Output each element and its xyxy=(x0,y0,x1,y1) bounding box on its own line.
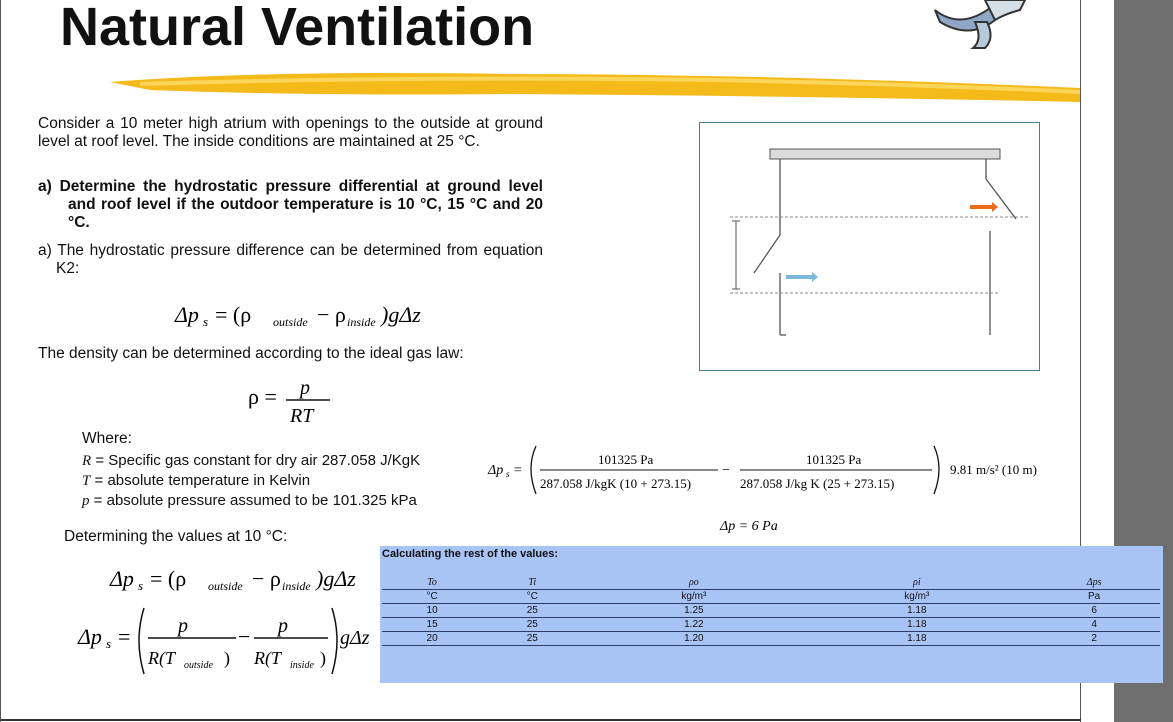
table-cell: 1.18 xyxy=(805,632,1028,646)
fan-logo-icon xyxy=(915,0,1035,48)
results-table xyxy=(382,576,1160,646)
table-row xyxy=(382,604,1160,618)
table-header-row xyxy=(382,576,1160,590)
svg-text:RT: RT xyxy=(290,405,314,427)
svg-text:287.058 J/kg K (25 + 273.15): 287.058 J/kg K (25 + 273.15) xyxy=(740,476,895,491)
intro-text: Consider a 10 meter high atrium with openings to the outside at ground level at roof level. The inside conditions are maintained at 25 °C. xyxy=(38,115,543,150)
svg-text:287.058 J/kgK (10 + 273.15): 287.058 J/kgK (10 + 273.15) xyxy=(540,476,692,491)
answer-text: a) The hydrostatic pressure difference can be determined from equation K2: xyxy=(38,242,543,277)
determining-label: Determining the values at 10 °C: xyxy=(64,528,288,545)
svg-text:): ) xyxy=(320,648,326,668)
where-item: p = absolute pressure assumed to be 101.325 kPa xyxy=(82,492,417,509)
svg-text:= (ρ: = (ρ xyxy=(215,302,252,327)
inflow-arrow-icon xyxy=(786,272,818,282)
decorative-brush-stroke xyxy=(110,66,1080,110)
svg-text:inside: inside xyxy=(282,579,311,593)
svg-text:s: s xyxy=(506,469,510,479)
svg-text:R(T: R(T xyxy=(148,648,175,668)
svg-text:s: s xyxy=(106,636,112,651)
table-cell: 25 xyxy=(482,604,582,618)
table-cell: kg/m³ xyxy=(805,590,1028,604)
table-cell: 1.20 xyxy=(582,632,805,646)
table-cell: kg/m³ xyxy=(582,590,805,604)
svg-text:Δp: Δp xyxy=(175,302,199,327)
svg-text:)gΔz: )gΔz xyxy=(316,566,356,591)
table-header-cell: ρo xyxy=(582,576,805,590)
where-item: T = absolute temperature in Kelvin xyxy=(82,472,311,489)
equation-ideal-gas xyxy=(248,372,338,428)
table-cell: Pa xyxy=(1028,590,1160,604)
svg-text:p: p xyxy=(300,377,310,399)
svg-text:ρ =: ρ = xyxy=(248,384,277,409)
density-text: The density can be determined according to the ideal gas law: xyxy=(38,345,464,362)
table-header-cell: Δps xyxy=(1028,576,1160,590)
table-cell: °C xyxy=(482,590,582,604)
table-cell: 6 xyxy=(1028,604,1160,618)
table-row xyxy=(382,618,1160,632)
calculation-10c xyxy=(488,446,1068,542)
table-cell: 1.22 xyxy=(582,618,805,632)
where-item: R = Specific gas constant for dry air 287.058 J/KgK xyxy=(82,452,421,469)
table-title: Calculating the rest of the values: xyxy=(382,548,559,560)
svg-text:inside: inside xyxy=(347,315,376,329)
slide-bottom-border xyxy=(0,719,1081,721)
svg-text:− ρ: − ρ xyxy=(252,566,281,591)
page-title: Natural Ventilation xyxy=(60,0,535,57)
table-cell: 4 xyxy=(1028,618,1160,632)
svg-text:Δp: Δp xyxy=(488,463,504,478)
svg-text:inside: inside xyxy=(290,660,314,671)
svg-text:outside: outside xyxy=(184,660,213,671)
svg-text:= (ρ: = (ρ xyxy=(150,566,187,591)
where-label: Where: xyxy=(82,430,132,447)
svg-text:9.81 m/s² (10 m): 9.81 m/s² (10 m) xyxy=(950,462,1037,477)
svg-text:=: = xyxy=(118,624,131,649)
outflow-arrow-icon xyxy=(970,202,998,212)
table-header-cell: To xyxy=(382,576,482,590)
table-cell: 15 xyxy=(382,618,482,632)
svg-text:− ρ: − ρ xyxy=(317,302,346,327)
equation-expanded xyxy=(78,602,378,680)
table-cell: 25 xyxy=(482,618,582,632)
svg-text:Δp: Δp xyxy=(78,624,102,649)
table-cell: 25 xyxy=(482,632,582,646)
question-text: a) Determine the hydrostatic pressure differential at ground level and roof level if the outdoor temperature is 10 °C, 15 °C and 20 °C. xyxy=(38,178,543,231)
svg-text:p: p xyxy=(278,615,288,637)
table-cell: 1.18 xyxy=(805,604,1028,618)
slide-left-border xyxy=(0,0,1,722)
table-header-cell: ρi xyxy=(805,576,1028,590)
svg-text:): ) xyxy=(224,648,230,668)
svg-text:101325 Pa: 101325 Pa xyxy=(598,452,654,467)
atrium-diagram xyxy=(699,122,1040,371)
table-row xyxy=(382,632,1160,646)
svg-text:outside: outside xyxy=(273,315,308,329)
table-units-row xyxy=(382,590,1160,604)
svg-text:s: s xyxy=(138,578,144,593)
svg-text:=: = xyxy=(514,463,522,478)
table-header-cell: Ti xyxy=(482,576,582,590)
table-cell: 2 xyxy=(1028,632,1160,646)
svg-text:R(T: R(T xyxy=(254,648,281,668)
table-cell: 1.25 xyxy=(582,604,805,618)
svg-text:Δp: Δp xyxy=(110,566,134,591)
svg-text:outside: outside xyxy=(208,579,243,593)
equation-hydrostatic-repeat xyxy=(110,562,356,596)
svg-text:gΔz: gΔz xyxy=(340,627,370,649)
table-cell: °C xyxy=(382,590,482,604)
table-cell: 20 xyxy=(382,632,482,646)
svg-text:Δp = 6 Pa: Δp = 6 Pa xyxy=(720,519,778,534)
svg-text:)gΔz: )gΔz xyxy=(381,302,421,327)
equation-hydrostatic xyxy=(175,298,421,332)
svg-text:−: − xyxy=(722,463,730,478)
table-cell: 10 xyxy=(382,604,482,618)
svg-text:101325 Pa: 101325 Pa xyxy=(806,452,862,467)
svg-text:p: p xyxy=(178,615,188,637)
svg-text:s: s xyxy=(203,314,209,329)
table-cell: 1.18 xyxy=(805,618,1028,632)
svg-text:−: − xyxy=(238,624,251,649)
